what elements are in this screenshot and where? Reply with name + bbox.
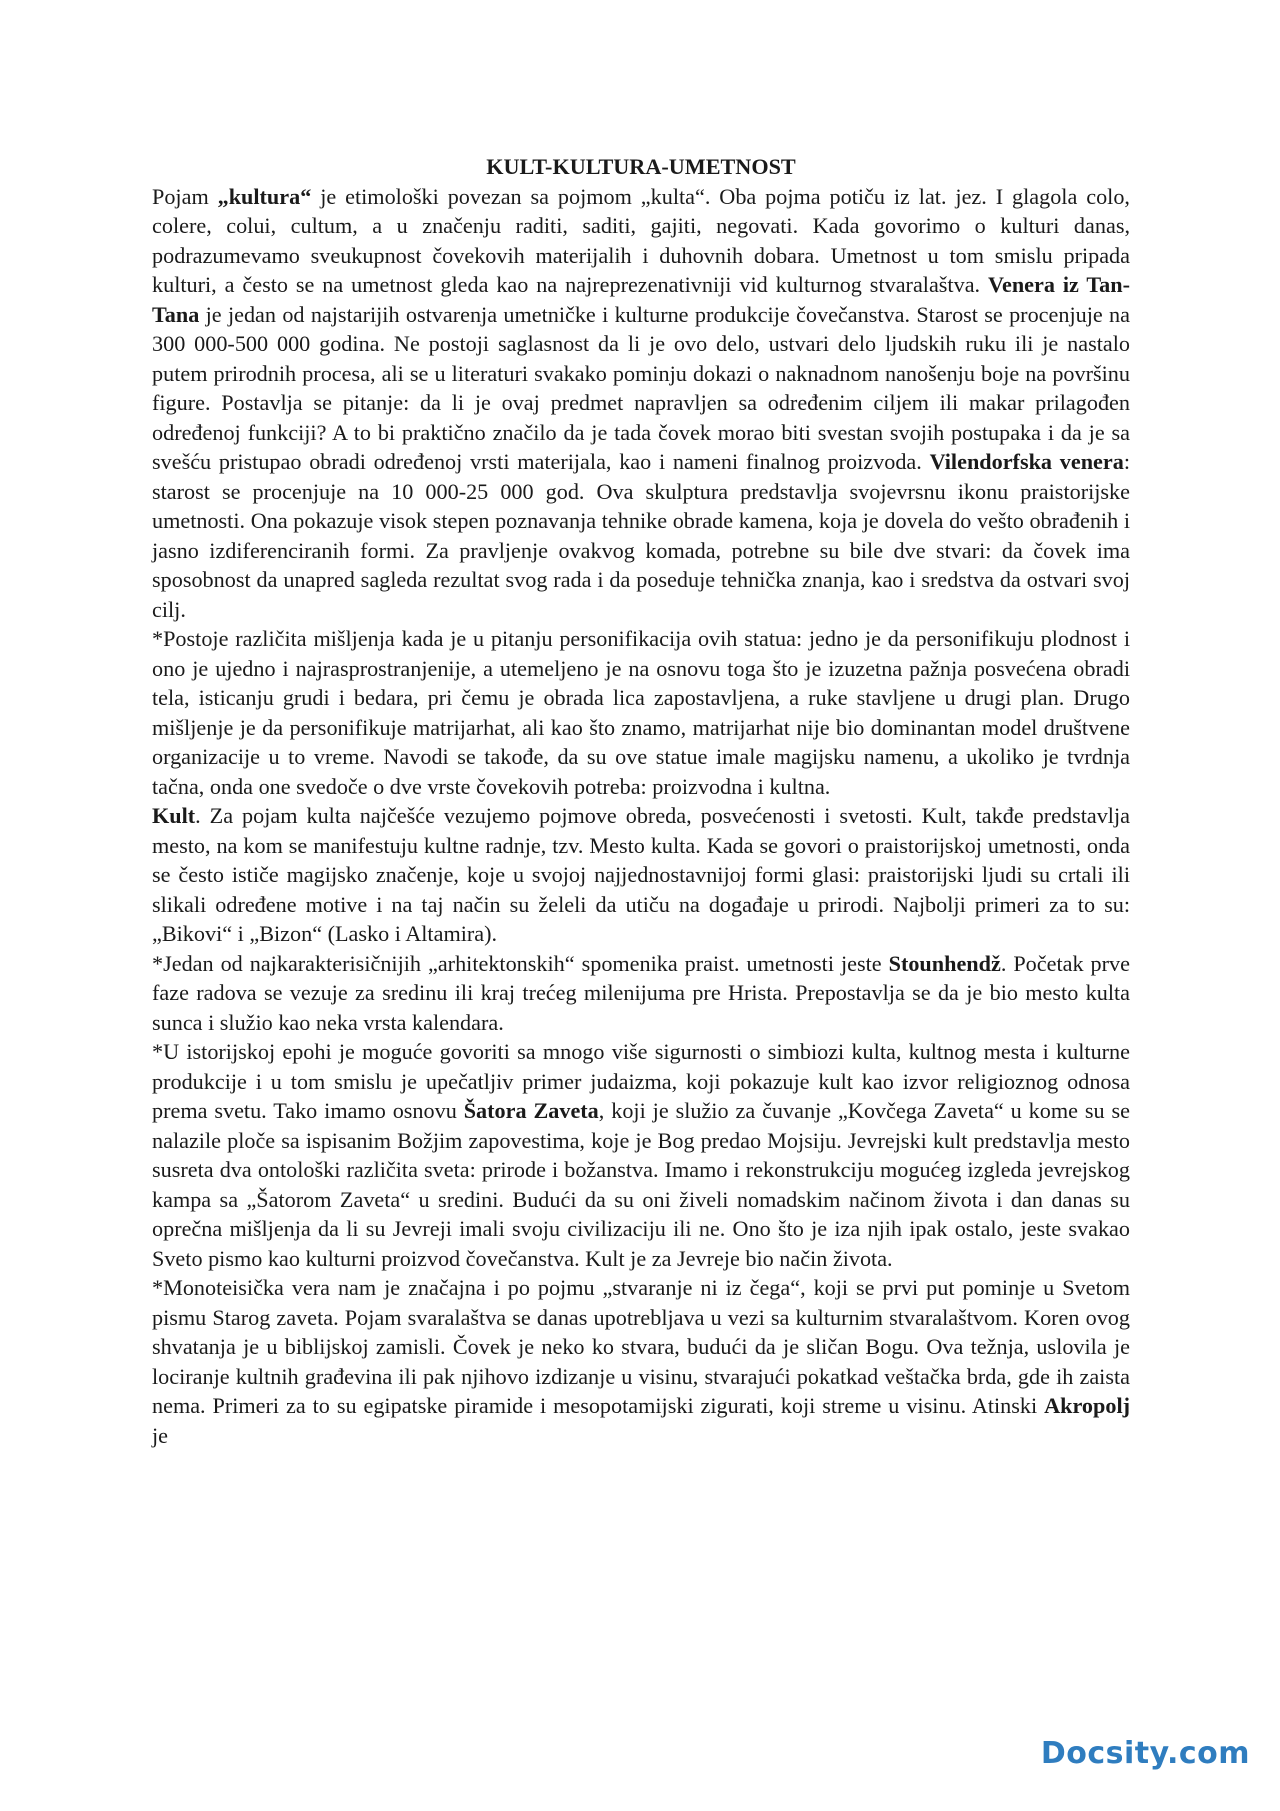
text-run: . Početak prve faze radova se vezuje za sredinu ili kraj trećeg milenijuma pre Hrista. Prepostavlja se da je bio mesto kulta sunca i služio kao neka vrsta kalendara. bbox=[152, 950, 1130, 1035]
bold-term: „kultura“ bbox=[217, 183, 312, 209]
paragraph bbox=[152, 624, 1130, 801]
bold-term: Kult bbox=[152, 803, 196, 828]
text-run: . Za pojam kulta najčešće vezujemo pojmove obreda, posvećenosti i svetosti. Kult, takđe predstavlja mesto, na kom se manifestuju kultne radnje, tzv. Mesto kulta. Kada se govori o praistorijskoj umetnosti, onda se često ističe magijsko značenje, koje u svojoj najjednostavnijoj formi glasi: praistorijski ljudi su crtali ili slikali određene motive i na taj način su želeli da utiču na događaje u prirodi. Najbolji primeri za to su: „Bikovi“ i „Bizon“ (Lasko i Altamira). bbox=[152, 803, 1130, 946]
text-run: je jedan od najstarijih ostvarenja umetničke i kulturne produkcije čovečanstva. Starost se procenjuje na 300 000-500 000 godina. Ne postoji saglasnost da li je ovo delo, ustvari delo ljudskih ruku ili je nastalo putem prirodnih procesa, ali se u literaturi svakako pominju dokazi o naknadnom nanošenju boje na površinu figure. Postavlja se pitanje: da li je ovaj predmet napravljen sa određenim ciljem ili makar prilagođen određenoj funkciji? A to bi praktično značilo da je tada čovek morao biti svestan svojih postupaka i da je sa svešću pristupao obradi određenoj vrsti materijala, kao i nameni finalnog proizvoda. bbox=[152, 301, 1130, 474]
bold-term: Venera iz Tan-Tana bbox=[152, 272, 1130, 327]
bold-term: Akropolj bbox=[1044, 1393, 1130, 1418]
document-body bbox=[152, 182, 1130, 1451]
bold-term: Stounhendž bbox=[888, 950, 1001, 976]
text-run: *Jedan od najkarakterisičnijih „arhitektonskih“ spomenika praist. umetnosti jeste bbox=[152, 950, 889, 976]
text-run: *Monoteisička vera nam je značajna i po pojmu „stvaranje ni iz čega“, koji se prvi put pominje u Svetom pismu Starog zaveta. Pojam svaralaštva se danas upotrebljava u vezi sa kulturnim stvaralaštvom. Koren ovog shvatanja je u biblijskoj zamisli. Čovek je neko ko stvara, budući da je sličan Bogu. Ova težnja, uslovila je lociranje kultnih građevina ili pak njihovo izdizanje u visinu, stvarajući pokatkad veštačka brda, gde ih zaista nema. Primeri za to su egipatske piramide i mesopotamijski zigurati, koji streme u visinu. Atinski bbox=[152, 1275, 1130, 1418]
document-title: KULT-KULTURA-UMETNOST bbox=[486, 154, 796, 179]
docsity-watermark[interactable]: Docsity.com bbox=[1040, 1736, 1250, 1771]
paragraph bbox=[152, 182, 1130, 625]
bold-term: Vilendorfska venera bbox=[929, 449, 1124, 474]
paragraph bbox=[152, 801, 1130, 949]
bold-term: Šatora Zaveta bbox=[463, 1098, 599, 1123]
document-page bbox=[152, 152, 1130, 1450]
text-run: *U istorijskoj epohi je moguće govoriti sa mnogo više sigurnosti o simbiozi kulta, kultnog mesta i kulturne produkcije i u tom smislu je upečatljiv primer judaizma, koji pokazuje kult kao izvor religioznog odnosa prema svetu. Tako imamo osnovu bbox=[152, 1039, 1130, 1123]
text-run: : starost se procenjuje na 10 000-25 000 god. Ova skulptura predstavlja svojevrsnu ikonu praistorijske umetnosti. Ona pokazuje visok stepen poznavanja tehnike obrade kamena, koja je dovela do vešto obrađenih i jasno izdiferenciranih formi. Za pravljenje ovakvog komada, potrebne su bile dve stvari: da čovek ima sposobnost da unapred sagleda rezultat svog rada i da poseduje tehnička znanja, kao i sredstva da ostvari svoj cilj. bbox=[152, 449, 1130, 622]
text-run: *Postoje različita mišljenja kada je u pitanju personifikacija ovih statua: jedno je da personifikuju plodnost i ono je ujedno i najrasprostranjenije, a utemeljeno je na osnovu toga što je izuzetna pažnja posvećena obradi tela, isticanju grudi i bedara, pri čemu je obrada lica zapostavljena, a ruke stavljene u drugi plan. Drugo mišljenje je da personifikuje matrijarhat, ali kao što znamo, matrijarhat nije bio dominantan model društvene organizacije u to vreme. Navodi se takođe, da su ove statue imale magijsku namenu, a ukoliko je tvrdnja tačna, onda one svedoče o dve vrste čovekovih potreba: proizvodna i kultna. bbox=[152, 626, 1130, 799]
text-run: Pojam bbox=[152, 183, 218, 209]
text-run: , koji je služio za čuvanje „Kovčega Zaveta“ u kome su se nalazile ploče sa ispisanim Božjim zapovestima, koje je Bog predao Mojsiju. Jevrejski kult predstavlja mesto susreta dva ontološki različita sveta: prirode i božanstva. Imamo i rekonstrukciju mogućeg izgleda jevrejskog kampa sa „Šatorom Zaveta“ u sredini. Budući da su oni živeli nomadskim načinom života i dan danas su oprečna mišljenja da li su Jevreji imali svoju civilizaciju ili ne. Ono što je iza njih ipak ostalo, jeste svakao Sveto pismo kao kulturni proizvod čovečanstva. Kult je za Jevreje bio način života. bbox=[152, 1098, 1130, 1271]
paragraph bbox=[152, 1273, 1130, 1450]
paragraph bbox=[152, 1037, 1130, 1273]
text-run: je bbox=[152, 1422, 169, 1448]
text-run: je etimološki povezan sa pojmom „kulta“. Oba pojma potiču iz lat. jez. I glagola colo, colere, colui, cultum, a u značenju raditi, saditi, gajiti, negovati. Kada govorimo o kulturi danas, podrazumevamo sveukupnost čovekovih materijalih i duhovnih dobara. Umetnost u tom smislu pripada kulturi, a često se na umetnost gleda kao na najreprezenativniji vid kulturnog stvaralaštva. bbox=[152, 183, 1130, 297]
paragraph bbox=[152, 949, 1130, 1038]
